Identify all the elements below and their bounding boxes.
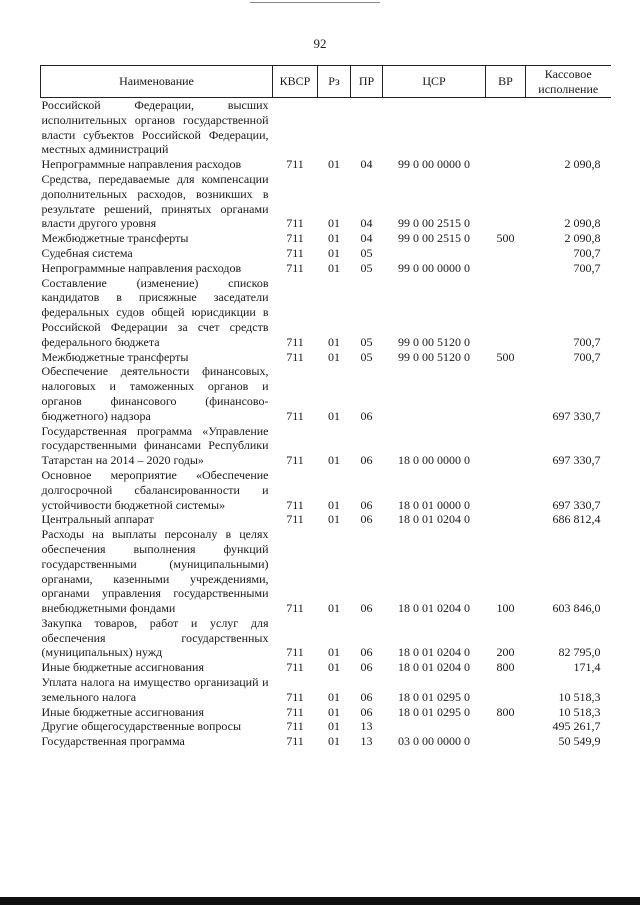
cell-name: Судебная система <box>41 245 133 260</box>
cell-amount: 697 330,7 <box>552 497 601 512</box>
cell-rz: 01 <box>328 734 340 749</box>
cell-kvsr: 711 <box>286 497 304 512</box>
cell-name: Иные бюджетные ассигнования <box>41 660 204 675</box>
cell-csr: 18 0 00 0000 0 <box>398 453 470 468</box>
table-row <box>41 364 611 423</box>
cell-csr: 99 0 00 5120 0 <box>398 349 470 364</box>
cell-amount: 603 846,0 <box>552 601 601 616</box>
cell-csr <box>383 719 486 734</box>
cell-kvsr: 711 <box>286 645 304 660</box>
cell-name: Государственная программа «Управление государственными финансами Республики Татарстан на 2014 – 2020 годы» <box>41 423 269 468</box>
cell-name: Расходы на выплаты персоналу в целях обеспечения выполнения функций государственными (муниципальными) органами, казенными учреждениями, органами управления государственными внебюджетными фондами <box>41 527 269 616</box>
cell-csr: 03 0 00 0000 0 <box>398 734 470 749</box>
scan-bottom-edge <box>0 897 640 905</box>
cell-pr: 04 <box>360 231 373 246</box>
cell-kvsr <box>273 98 318 158</box>
table-body <box>41 98 611 750</box>
header-rz: Рз <box>318 66 351 98</box>
cell-name: Средства, передаваемые для компенсации дополнительных расходов, возникших в результате решений, принятых органами власти другого уровня <box>41 171 269 231</box>
cell-rz: 01 <box>328 645 340 660</box>
cell-name: Составление (изменение) списков кандидатов в присяжные заседатели федеральных судов общей юрисдикции в Российской Федерации за счет средств федерального бюджета <box>41 275 269 349</box>
cell-pr: 13 <box>360 734 373 749</box>
table-row <box>41 424 611 468</box>
cell-amount: 10 518,3 <box>558 704 601 719</box>
cell-vr <box>486 424 526 468</box>
cell-rz: 01 <box>328 689 340 704</box>
cell-rz: 01 <box>328 216 340 231</box>
table-row <box>41 261 611 276</box>
table-row <box>41 734 611 749</box>
cell-kvsr: 711 <box>286 260 304 275</box>
cell-kvsr: 711 <box>286 704 304 719</box>
header-kvsr: КВСР <box>273 66 318 98</box>
cell-rz: 01 <box>328 601 340 616</box>
cell-kvsr: 711 <box>286 512 304 527</box>
cell-vr <box>486 157 526 172</box>
cell-vr <box>486 246 526 261</box>
cell-vr <box>486 675 526 705</box>
table-row <box>41 527 611 616</box>
cell-pr: 06 <box>360 497 373 512</box>
cell-name: Межбюджетные трансферты <box>41 349 189 364</box>
table-row <box>41 246 611 261</box>
table-row <box>41 705 611 720</box>
cell-kvsr: 711 <box>286 719 304 734</box>
cell-name: Другие общегосударственные вопросы <box>41 719 242 734</box>
budget-table <box>40 65 611 749</box>
cell-vr <box>486 734 526 749</box>
cell-rz: 01 <box>328 349 340 364</box>
cell-vr <box>486 719 526 734</box>
cell-amount: 2 090,8 <box>564 231 601 246</box>
cell-vr <box>486 364 526 423</box>
cell-amount: 700,7 <box>573 260 601 275</box>
cell-vr: 500 <box>496 231 515 246</box>
cell-pr: 13 <box>360 719 373 734</box>
cell-csr <box>383 246 486 261</box>
cell-amount: 686 812,4 <box>552 512 601 527</box>
cell-pr: 05 <box>360 260 373 275</box>
cell-kvsr: 711 <box>286 660 304 675</box>
cell-vr: 800 <box>496 660 515 675</box>
cell-pr: 05 <box>360 334 373 349</box>
cell-pr: 05 <box>360 245 373 260</box>
cell-rz: 01 <box>328 497 340 512</box>
cell-name: Центральный аппарат <box>41 512 154 527</box>
table-row <box>41 231 611 246</box>
cell-vr <box>486 98 526 158</box>
cell-kvsr: 711 <box>286 349 304 364</box>
cell-csr: 18 0 01 0000 0 <box>398 497 470 512</box>
page-number: 92 <box>313 36 327 51</box>
cell-csr: 99 0 00 5120 0 <box>398 334 470 349</box>
cell-pr: 06 <box>360 601 373 616</box>
cell-amount: 700,7 <box>573 349 601 364</box>
cell-pr: 06 <box>360 408 373 423</box>
table-row <box>41 616 611 660</box>
cell-rz: 01 <box>328 245 340 260</box>
cell-pr: 06 <box>360 645 373 660</box>
cell-pr: 06 <box>360 660 373 675</box>
cell-amount: 495 261,7 <box>552 719 601 734</box>
cell-kvsr: 711 <box>286 245 304 260</box>
cell-name: Обеспечение деятельности финансовых, налоговых и таможенных органов и органов финансового (финансово-бюджетного) надзора <box>41 364 269 423</box>
cell-amount: 82 795,0 <box>558 645 601 660</box>
cell-amount: 697 330,7 <box>552 408 601 423</box>
cell-rz: 01 <box>328 231 340 246</box>
table-row <box>41 276 611 350</box>
cell-vr: 500 <box>496 349 515 364</box>
cell-rz: 01 <box>328 408 340 423</box>
cell-vr <box>486 468 526 512</box>
table-row <box>41 512 611 527</box>
cell-name: Закупка товаров, работ и услуг для обеспечения государственных (муниципальных) нужд <box>41 615 269 660</box>
cell-csr: 99 0 00 2515 0 <box>398 216 470 231</box>
cell-csr: 99 0 00 2515 0 <box>398 231 470 246</box>
cell-rz <box>318 98 351 158</box>
cell-vr <box>486 261 526 276</box>
cell-pr: 04 <box>360 216 373 231</box>
cell-csr: 18 0 01 0204 0 <box>398 601 470 616</box>
cell-pr: 05 <box>360 349 373 364</box>
cell-kvsr: 711 <box>286 216 304 231</box>
cell-kvsr: 711 <box>286 689 304 704</box>
table-row <box>41 98 611 158</box>
cell-name: Непрограммные направления расходов <box>41 260 242 275</box>
cell-kvsr: 711 <box>286 734 304 749</box>
table-row <box>41 660 611 675</box>
table-row <box>41 719 611 734</box>
cell-kvsr: 711 <box>286 231 304 246</box>
cell-amount: 700,7 <box>573 334 601 349</box>
cell-csr: 99 0 00 0000 0 <box>398 260 470 275</box>
cell-kvsr: 711 <box>286 453 304 468</box>
table-row <box>41 468 611 512</box>
cell-pr: 06 <box>360 704 373 719</box>
cell-name: Непрограммные направления расходов <box>41 157 242 172</box>
cell-name: Уплата налога на имущество организаций и земельного налога <box>41 675 269 704</box>
cell-rz: 01 <box>328 719 340 734</box>
header-name: Наименование <box>41 66 273 98</box>
cell-pr <box>351 98 383 158</box>
table-row <box>41 157 611 172</box>
cell-amount: 2 090,8 <box>564 157 601 172</box>
table-row <box>41 675 611 705</box>
cell-vr <box>486 172 526 231</box>
cell-amount: 700,7 <box>573 245 601 260</box>
header-csr: ЦСР <box>383 66 486 98</box>
cell-csr <box>383 364 486 423</box>
table-row <box>41 172 611 231</box>
cell-csr: 18 0 01 0295 0 <box>398 704 470 719</box>
cell-vr: 100 <box>496 601 515 616</box>
cell-amount: 697 330,7 <box>552 453 601 468</box>
header-vr: ВР <box>486 66 526 98</box>
cell-pr: 06 <box>360 512 373 527</box>
cell-rz: 01 <box>328 157 340 172</box>
cell-name: Российской Федерации, высших исполнительных органов государственной власти субъектов Российской Федерации, местных администраций <box>41 98 269 157</box>
cell-kvsr: 711 <box>286 601 304 616</box>
cell-kvsr: 711 <box>286 408 304 423</box>
cell-vr <box>486 276 526 350</box>
cell-name: Государственная программа <box>41 734 185 749</box>
cell-csr: 18 0 01 0204 0 <box>398 660 470 675</box>
cell-csr: 99 0 00 0000 0 <box>398 157 470 172</box>
cell-amount <box>526 98 611 158</box>
cell-rz: 01 <box>328 334 340 349</box>
header-amount: Кассовое исполнение <box>526 66 611 98</box>
cell-rz: 01 <box>328 660 340 675</box>
header-pr: ПР <box>351 66 383 98</box>
cell-kvsr: 711 <box>286 334 304 349</box>
table-row <box>41 350 611 365</box>
cell-rz: 01 <box>328 453 340 468</box>
cell-rz: 01 <box>328 260 340 275</box>
cell-kvsr: 711 <box>286 157 304 172</box>
cell-rz: 01 <box>328 704 340 719</box>
cell-vr: 200 <box>496 645 515 660</box>
cell-csr: 18 0 01 0204 0 <box>398 512 470 527</box>
cell-rz: 01 <box>328 512 340 527</box>
cell-csr <box>383 98 486 158</box>
cell-amount: 2 090,8 <box>564 216 601 231</box>
table-header-row <box>41 66 611 98</box>
cell-amount: 50 549,9 <box>558 734 601 749</box>
cell-csr: 18 0 01 0295 0 <box>398 689 470 704</box>
cell-name: Основное мероприятие «Обеспечение долгосрочной сбалансированности и устойчивости бюджетной системы» <box>41 467 269 512</box>
cell-amount: 10 518,3 <box>558 689 601 704</box>
cell-pr: 06 <box>360 689 373 704</box>
scan-edge-mark <box>250 2 380 3</box>
cell-pr: 06 <box>360 453 373 468</box>
cell-vr <box>486 512 526 527</box>
cell-pr: 04 <box>360 157 373 172</box>
cell-vr: 800 <box>496 704 515 719</box>
cell-name: Иные бюджетные ассигнования <box>41 704 204 719</box>
cell-amount: 171,4 <box>573 660 601 675</box>
cell-csr: 18 0 01 0204 0 <box>398 645 470 660</box>
cell-name: Межбюджетные трансферты <box>41 231 189 246</box>
